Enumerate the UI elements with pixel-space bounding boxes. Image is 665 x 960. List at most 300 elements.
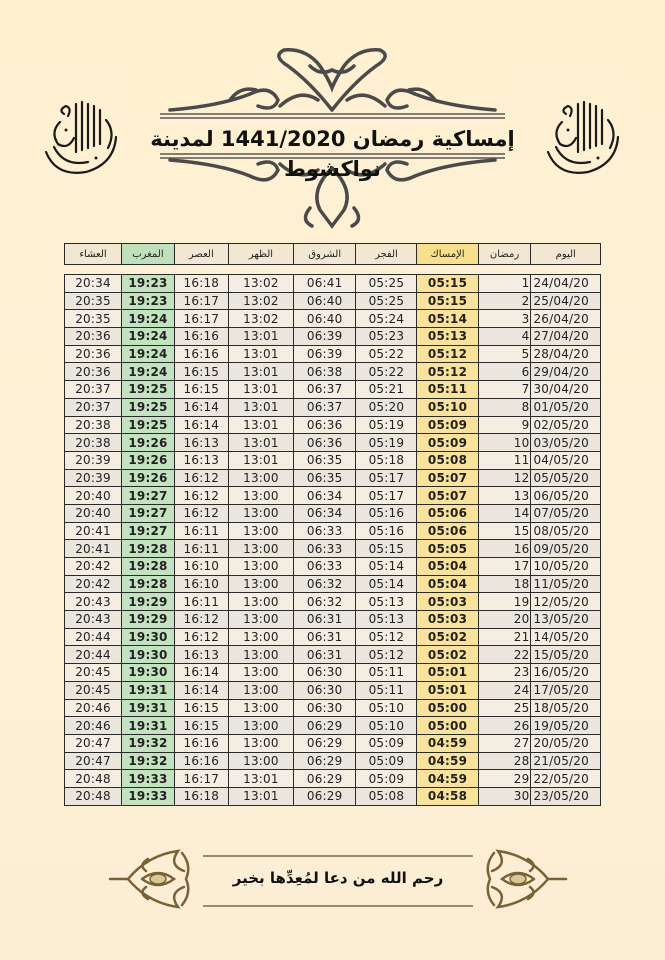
cell-day: 10/05/20 <box>531 558 601 576</box>
cell-ramadan: 7 <box>478 381 531 399</box>
cell-imsak: 04:59 <box>417 752 478 770</box>
cell-asr: 16:16 <box>174 328 228 346</box>
cell-fajr: 05:17 <box>356 469 417 487</box>
cell-imsak: 05:15 <box>417 275 478 293</box>
cell-dhuhr: 13:00 <box>228 681 293 699</box>
cell-maghrib: 19:29 <box>122 593 175 611</box>
cell-dhuhr: 13:01 <box>228 787 293 805</box>
column-header-dhuhr: الظهر <box>228 244 293 265</box>
cell-fajr: 05:24 <box>356 310 417 328</box>
cell-imsak: 05:14 <box>417 310 478 328</box>
cell-ramadan: 2 <box>478 292 531 310</box>
cell-dhuhr: 13:02 <box>228 292 293 310</box>
cell-asr: 16:16 <box>174 345 228 363</box>
cell-imsak: 05:03 <box>417 593 478 611</box>
table-row <box>65 522 601 540</box>
cell-asr: 16:11 <box>174 593 228 611</box>
cell-ramadan: 24 <box>478 681 531 699</box>
cell-imsak: 05:12 <box>417 345 478 363</box>
cell-fajr: 05:16 <box>356 522 417 540</box>
cell-fajr: 05:12 <box>356 646 417 664</box>
cell-shuruq: 06:33 <box>294 558 356 576</box>
footer-rule-bottom <box>203 905 473 907</box>
cell-day: 26/04/20 <box>531 310 601 328</box>
cell-shuruq: 06:40 <box>294 292 356 310</box>
cell-day: 22/05/20 <box>531 770 601 788</box>
cell-asr: 16:17 <box>174 770 228 788</box>
cell-fajr: 05:08 <box>356 787 417 805</box>
cell-isha: 20:45 <box>65 681 122 699</box>
cell-isha: 20:44 <box>65 646 122 664</box>
cell-dhuhr: 13:02 <box>228 275 293 293</box>
cell-maghrib: 19:30 <box>122 664 175 682</box>
cell-maghrib: 19:27 <box>122 504 175 522</box>
arabesque-ornament-icon <box>108 845 203 913</box>
cell-asr: 16:15 <box>174 363 228 381</box>
cell-shuruq: 06:30 <box>294 681 356 699</box>
cell-ramadan: 29 <box>478 770 531 788</box>
cell-dhuhr: 13:00 <box>228 717 293 735</box>
cell-dhuhr: 13:01 <box>228 434 293 452</box>
cell-day: 02/05/20 <box>531 416 601 434</box>
cell-day: 15/05/20 <box>531 646 601 664</box>
cell-asr: 16:11 <box>174 540 228 558</box>
cell-asr: 16:18 <box>174 275 228 293</box>
cell-fajr: 05:16 <box>356 504 417 522</box>
table-row <box>65 292 601 310</box>
cell-day: 12/05/20 <box>531 593 601 611</box>
cell-isha: 20:38 <box>65 416 122 434</box>
cell-maghrib: 19:24 <box>122 310 175 328</box>
cell-day: 17/05/20 <box>531 681 601 699</box>
cell-fajr: 05:17 <box>356 487 417 505</box>
cell-fajr: 05:15 <box>356 540 417 558</box>
cell-shuruq: 06:29 <box>294 770 356 788</box>
cell-dhuhr: 13:00 <box>228 611 293 629</box>
cell-maghrib: 19:32 <box>122 752 175 770</box>
cell-maghrib: 19:32 <box>122 734 175 752</box>
cell-shuruq: 06:31 <box>294 646 356 664</box>
table-row <box>65 734 601 752</box>
cell-maghrib: 19:25 <box>122 381 175 399</box>
cell-asr: 16:14 <box>174 664 228 682</box>
cell-day: 01/05/20 <box>531 398 601 416</box>
cell-shuruq: 06:37 <box>294 381 356 399</box>
cell-maghrib: 19:23 <box>122 292 175 310</box>
table-row <box>65 628 601 646</box>
cell-dhuhr: 13:00 <box>228 558 293 576</box>
cell-ramadan: 10 <box>478 434 531 452</box>
cell-fajr: 05:25 <box>356 275 417 293</box>
cell-imsak: 05:04 <box>417 558 478 576</box>
cell-dhuhr: 13:00 <box>228 575 293 593</box>
cell-isha: 20:46 <box>65 699 122 717</box>
cell-shuruq: 06:34 <box>294 504 356 522</box>
cell-fajr: 05:12 <box>356 628 417 646</box>
cell-maghrib: 19:31 <box>122 681 175 699</box>
arabesque-ornament-icon <box>473 845 568 913</box>
cell-fajr: 05:21 <box>356 381 417 399</box>
cell-dhuhr: 13:01 <box>228 345 293 363</box>
cell-maghrib: 19:28 <box>122 575 175 593</box>
table-row <box>65 558 601 576</box>
table-row <box>65 451 601 469</box>
table-row <box>65 681 601 699</box>
cell-maghrib: 19:30 <box>122 646 175 664</box>
cell-isha: 20:42 <box>65 575 122 593</box>
cell-ramadan: 18 <box>478 575 531 593</box>
table-row <box>65 611 601 629</box>
cell-day: 21/05/20 <box>531 752 601 770</box>
cell-maghrib: 19:26 <box>122 451 175 469</box>
cell-maghrib: 19:29 <box>122 611 175 629</box>
cell-isha: 20:41 <box>65 522 122 540</box>
table-row <box>65 363 601 381</box>
cell-asr: 16:15 <box>174 381 228 399</box>
cell-ramadan: 4 <box>478 328 531 346</box>
cell-asr: 16:16 <box>174 752 228 770</box>
cell-dhuhr: 13:00 <box>228 540 293 558</box>
cell-ramadan: 1 <box>478 275 531 293</box>
cell-maghrib: 19:31 <box>122 699 175 717</box>
cell-fajr: 05:11 <box>356 664 417 682</box>
cell-asr: 16:13 <box>174 451 228 469</box>
cell-imsak: 05:01 <box>417 681 478 699</box>
cell-shuruq: 06:29 <box>294 717 356 735</box>
cell-isha: 20:48 <box>65 770 122 788</box>
cell-asr: 16:15 <box>174 699 228 717</box>
cell-imsak: 05:09 <box>417 434 478 452</box>
cell-ramadan: 8 <box>478 398 531 416</box>
column-header-day: اليوم <box>531 244 601 265</box>
cell-fajr: 05:23 <box>356 328 417 346</box>
table-row <box>65 345 601 363</box>
cell-shuruq: 06:33 <box>294 522 356 540</box>
cell-dhuhr: 13:01 <box>228 363 293 381</box>
cell-ramadan: 27 <box>478 734 531 752</box>
cell-dhuhr: 13:00 <box>228 752 293 770</box>
cell-isha: 20:44 <box>65 628 122 646</box>
prayer-times-table <box>64 243 601 806</box>
table-row <box>65 752 601 770</box>
table-row <box>65 275 601 293</box>
cell-day: 05/05/20 <box>531 469 601 487</box>
cell-ramadan: 3 <box>478 310 531 328</box>
cell-imsak: 05:05 <box>417 540 478 558</box>
cell-asr: 16:12 <box>174 628 228 646</box>
cell-asr: 16:10 <box>174 575 228 593</box>
cell-imsak: 05:02 <box>417 646 478 664</box>
column-header-maghrib: المغرب <box>122 244 175 265</box>
column-header-shuruq: الشروق <box>294 244 356 265</box>
cell-ramadan: 26 <box>478 717 531 735</box>
cell-isha: 20:39 <box>65 469 122 487</box>
cell-shuruq: 06:29 <box>294 752 356 770</box>
cell-maghrib: 19:33 <box>122 787 175 805</box>
cell-day: 07/05/20 <box>531 504 601 522</box>
cell-isha: 20:43 <box>65 611 122 629</box>
cell-day: 28/04/20 <box>531 345 601 363</box>
table-row <box>65 469 601 487</box>
cell-day: 30/04/20 <box>531 381 601 399</box>
cell-shuruq: 06:34 <box>294 487 356 505</box>
cell-isha: 20:40 <box>65 487 122 505</box>
footer-banner <box>108 843 568 913</box>
table-row <box>65 416 601 434</box>
cell-asr: 16:13 <box>174 434 228 452</box>
table-row <box>65 310 601 328</box>
cell-imsak: 04:58 <box>417 787 478 805</box>
calligraphy-seal-icon <box>538 92 628 182</box>
cell-day: 06/05/20 <box>531 487 601 505</box>
table-row <box>65 593 601 611</box>
cell-day: 11/05/20 <box>531 575 601 593</box>
cell-ramadan: 13 <box>478 487 531 505</box>
cell-shuruq: 06:32 <box>294 575 356 593</box>
cell-dhuhr: 13:00 <box>228 628 293 646</box>
column-header-imsak: الإمساك <box>417 244 478 265</box>
cell-maghrib: 19:24 <box>122 363 175 381</box>
cell-fajr: 05:11 <box>356 681 417 699</box>
cell-imsak: 05:08 <box>417 451 478 469</box>
cell-day: 19/05/20 <box>531 717 601 735</box>
table-row <box>65 504 601 522</box>
table-header-row <box>65 244 601 265</box>
cell-day: 08/05/20 <box>531 522 601 540</box>
cell-shuruq: 06:31 <box>294 628 356 646</box>
cell-dhuhr: 13:01 <box>228 770 293 788</box>
cell-asr: 16:14 <box>174 398 228 416</box>
cell-fajr: 05:25 <box>356 292 417 310</box>
cell-ramadan: 14 <box>478 504 531 522</box>
cell-isha: 20:36 <box>65 345 122 363</box>
cell-imsak: 05:15 <box>417 292 478 310</box>
cell-imsak: 05:03 <box>417 611 478 629</box>
cell-dhuhr: 13:01 <box>228 381 293 399</box>
cell-isha: 20:37 <box>65 398 122 416</box>
cell-maghrib: 19:25 <box>122 398 175 416</box>
table-row <box>65 699 601 717</box>
cell-ramadan: 21 <box>478 628 531 646</box>
cell-dhuhr: 13:00 <box>228 469 293 487</box>
cell-imsak: 05:06 <box>417 522 478 540</box>
cell-shuruq: 06:41 <box>294 275 356 293</box>
cell-asr: 16:14 <box>174 416 228 434</box>
cell-fajr: 05:19 <box>356 434 417 452</box>
cell-asr: 16:12 <box>174 504 228 522</box>
cell-fajr: 05:22 <box>356 363 417 381</box>
cell-asr: 16:17 <box>174 310 228 328</box>
cell-asr: 16:12 <box>174 611 228 629</box>
cell-day: 14/05/20 <box>531 628 601 646</box>
cell-dhuhr: 13:01 <box>228 451 293 469</box>
cell-isha: 20:37 <box>65 381 122 399</box>
cell-fajr: 05:14 <box>356 558 417 576</box>
cell-ramadan: 23 <box>478 664 531 682</box>
cell-fajr: 05:22 <box>356 345 417 363</box>
cell-shuruq: 06:33 <box>294 540 356 558</box>
cell-isha: 20:35 <box>65 292 122 310</box>
footer-prayer-text: رحم الله من دعا لمُعِدِّها بخير <box>232 869 444 887</box>
cell-shuruq: 06:39 <box>294 345 356 363</box>
cell-ramadan: 12 <box>478 469 531 487</box>
cell-asr: 16:14 <box>174 681 228 699</box>
cell-dhuhr: 13:00 <box>228 664 293 682</box>
cell-imsak: 05:07 <box>417 469 478 487</box>
cell-fajr: 05:20 <box>356 398 417 416</box>
cell-isha: 20:45 <box>65 664 122 682</box>
cell-fajr: 05:09 <box>356 752 417 770</box>
cell-day: 13/05/20 <box>531 611 601 629</box>
cell-ramadan: 11 <box>478 451 531 469</box>
cell-imsak: 05:07 <box>417 487 478 505</box>
cell-day: 27/04/20 <box>531 328 601 346</box>
cell-asr: 16:10 <box>174 558 228 576</box>
cell-maghrib: 19:31 <box>122 717 175 735</box>
cell-asr: 16:18 <box>174 787 228 805</box>
cell-ramadan: 22 <box>478 646 531 664</box>
table-row <box>65 398 601 416</box>
table-row <box>65 328 601 346</box>
cell-asr: 16:12 <box>174 469 228 487</box>
cell-imsak: 04:59 <box>417 734 478 752</box>
cell-shuruq: 06:29 <box>294 787 356 805</box>
cell-day: 03/05/20 <box>531 434 601 452</box>
cell-asr: 16:16 <box>174 734 228 752</box>
cell-isha: 20:43 <box>65 593 122 611</box>
cell-shuruq: 06:35 <box>294 451 356 469</box>
cell-isha: 20:41 <box>65 540 122 558</box>
cell-shuruq: 06:36 <box>294 416 356 434</box>
cell-ramadan: 19 <box>478 593 531 611</box>
cell-imsak: 05:10 <box>417 398 478 416</box>
cell-ramadan: 6 <box>478 363 531 381</box>
column-header-fajr: الفجر <box>356 244 417 265</box>
cell-dhuhr: 13:00 <box>228 646 293 664</box>
cell-isha: 20:47 <box>65 734 122 752</box>
cell-dhuhr: 13:00 <box>228 522 293 540</box>
cell-imsak: 05:01 <box>417 664 478 682</box>
cell-imsak: 05:02 <box>417 628 478 646</box>
cell-ramadan: 5 <box>478 345 531 363</box>
table-row <box>65 717 601 735</box>
cell-shuruq: 06:36 <box>294 434 356 452</box>
cell-maghrib: 19:30 <box>122 628 175 646</box>
cell-ramadan: 17 <box>478 558 531 576</box>
cell-isha: 20:46 <box>65 717 122 735</box>
cell-day: 23/05/20 <box>531 787 601 805</box>
cell-isha: 20:40 <box>65 504 122 522</box>
cell-ramadan: 20 <box>478 611 531 629</box>
cell-shuruq: 06:35 <box>294 469 356 487</box>
cell-imsak: 05:09 <box>417 416 478 434</box>
cell-imsak: 04:59 <box>417 770 478 788</box>
cell-maghrib: 19:26 <box>122 469 175 487</box>
cell-day: 29/04/20 <box>531 363 601 381</box>
cell-day: 16/05/20 <box>531 664 601 682</box>
cell-fajr: 05:09 <box>356 770 417 788</box>
cell-fajr: 05:09 <box>356 734 417 752</box>
cell-ramadan: 16 <box>478 540 531 558</box>
cell-imsak: 05:06 <box>417 504 478 522</box>
cell-isha: 20:34 <box>65 275 122 293</box>
table-row <box>65 664 601 682</box>
cell-isha: 20:38 <box>65 434 122 452</box>
table-row <box>65 487 601 505</box>
cell-shuruq: 06:37 <box>294 398 356 416</box>
cell-maghrib: 19:27 <box>122 522 175 540</box>
cell-dhuhr: 13:02 <box>228 310 293 328</box>
cell-maghrib: 19:28 <box>122 558 175 576</box>
cell-shuruq: 06:32 <box>294 593 356 611</box>
cell-ramadan: 15 <box>478 522 531 540</box>
cell-isha: 20:48 <box>65 787 122 805</box>
cell-isha: 20:39 <box>65 451 122 469</box>
column-header-asr: العصر <box>174 244 228 265</box>
cell-day: 04/05/20 <box>531 451 601 469</box>
cell-dhuhr: 13:01 <box>228 398 293 416</box>
cell-dhuhr: 13:00 <box>228 487 293 505</box>
cell-imsak: 05:00 <box>417 699 478 717</box>
cell-maghrib: 19:27 <box>122 487 175 505</box>
cell-ramadan: 30 <box>478 787 531 805</box>
calligraphy-seal-icon <box>36 92 126 182</box>
cell-dhuhr: 13:00 <box>228 699 293 717</box>
cell-ramadan: 9 <box>478 416 531 434</box>
cell-ramadan: 28 <box>478 752 531 770</box>
cell-day: 25/04/20 <box>531 292 601 310</box>
cell-asr: 16:13 <box>174 646 228 664</box>
table-row <box>65 787 601 805</box>
cell-shuruq: 06:30 <box>294 699 356 717</box>
cell-shuruq: 06:31 <box>294 611 356 629</box>
cell-shuruq: 06:40 <box>294 310 356 328</box>
cell-dhuhr: 13:01 <box>228 416 293 434</box>
cell-shuruq: 06:30 <box>294 664 356 682</box>
cell-maghrib: 19:24 <box>122 345 175 363</box>
cell-day: 20/05/20 <box>531 734 601 752</box>
cell-dhuhr: 13:00 <box>228 734 293 752</box>
cell-fajr: 05:18 <box>356 451 417 469</box>
cell-dhuhr: 13:00 <box>228 593 293 611</box>
cell-asr: 16:17 <box>174 292 228 310</box>
cell-maghrib: 19:25 <box>122 416 175 434</box>
cell-imsak: 05:04 <box>417 575 478 593</box>
cell-maghrib: 19:24 <box>122 328 175 346</box>
cell-asr: 16:11 <box>174 522 228 540</box>
table-row <box>65 575 601 593</box>
cell-imsak: 05:13 <box>417 328 478 346</box>
cell-isha: 20:36 <box>65 363 122 381</box>
page-title: إمساكية رمضان 1441/2020 لمدينة نواكشوط <box>150 127 515 181</box>
cell-asr: 16:15 <box>174 717 228 735</box>
column-header-isha: العشاء <box>65 244 122 265</box>
cell-isha: 20:42 <box>65 558 122 576</box>
cell-ramadan: 25 <box>478 699 531 717</box>
cell-maghrib: 19:26 <box>122 434 175 452</box>
table-row <box>65 434 601 452</box>
cell-imsak: 05:00 <box>417 717 478 735</box>
column-header-ramadan: رمضان <box>478 244 531 265</box>
cell-day: 24/04/20 <box>531 275 601 293</box>
cell-imsak: 05:11 <box>417 381 478 399</box>
cell-day: 18/05/20 <box>531 699 601 717</box>
cell-shuruq: 06:29 <box>294 734 356 752</box>
cell-isha: 20:36 <box>65 328 122 346</box>
cell-imsak: 05:12 <box>417 363 478 381</box>
cell-shuruq: 06:38 <box>294 363 356 381</box>
cell-maghrib: 19:28 <box>122 540 175 558</box>
